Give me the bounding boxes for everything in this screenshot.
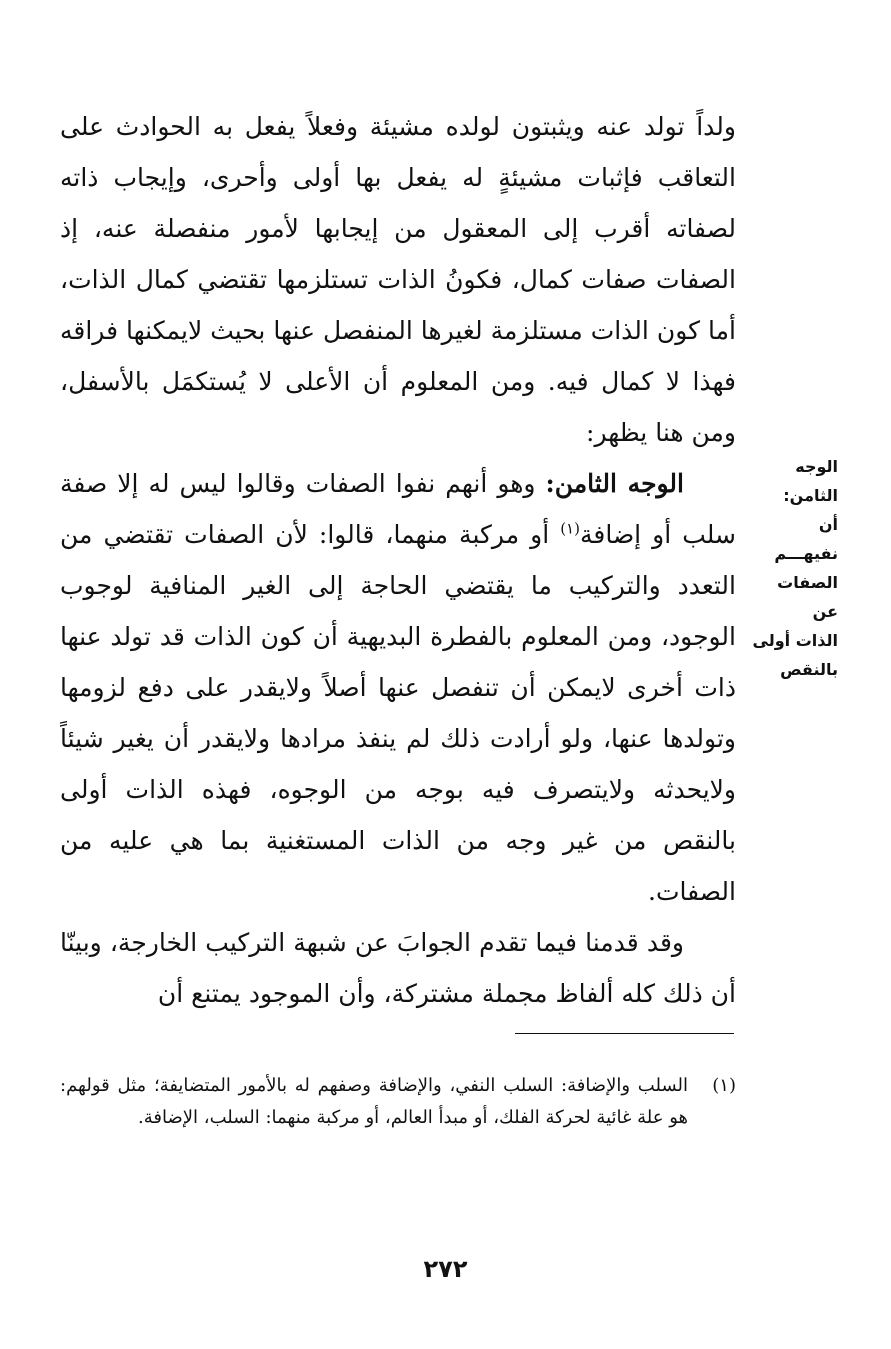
footnote-reference-1[interactable]: (١) bbox=[560, 519, 580, 538]
footnote bbox=[60, 1070, 736, 1134]
footnote-divider bbox=[515, 1033, 734, 1034]
section-heading-eighth-aspect: الوجه الثامن: bbox=[545, 469, 684, 498]
footnote-text: السلب والإضافة: السلب النفي، والإضافة وصفهم له بالأمور المتضايفة؛ مثل قولهم: هو علة غائية لحركة الفلك، أو مبدأ العالم، أو مركبة منهما: السلب، الإضافة. bbox=[60, 1075, 688, 1128]
margin-note-line: بالنقص bbox=[780, 660, 838, 679]
paragraph-2-text-part-1: وهو أنهم نفوا الصفات وقالوا ليس له إلا صفة سلب أو إضافة bbox=[60, 469, 736, 549]
margin-note-line: أن نفيهـــم bbox=[774, 515, 838, 563]
margin-note-line: الوجه الثامن: bbox=[783, 457, 838, 505]
margin-note-line: الذات أولى bbox=[752, 631, 838, 650]
main-paragraph-1: ولداً تولد عنه ويثبتون لولده مشيئة وفعلاً يفعل به الحوادث على التعاقب فإثبات مشيئةٍ له يفعل بها أولى وأحرى، وإيجاب ذاته لصفاته أقرب إلى المعقول من إيجابها لأمور منفصلة عنه، إذ الصفات صفات كمال، فكونُ الذات تستلزمها تقتضي كمال الذات، أما كون الذات مستلزمة لغيرها المنفصل عنها بحيث لايمكنها فراقه فهذا لا كمال فيه. ومن المعلوم أن الأعلى لا يُستكمَل بالأسفل، ومن هنا يظهر: bbox=[60, 112, 736, 447]
margin-note-line: الصفات عن bbox=[777, 573, 838, 621]
margin-note bbox=[752, 452, 838, 684]
paragraph-2-text-part-2: أو مركبة منهما، قالوا: لأن الصفات تقتضي من التعدد والتركيب ما يقتضي الحاجة إلى الغير المنافية لوجوب الوجود، ومن المعلوم بالفطرة البديهية أن كون الذات قد تولد عنها ذات أخرى لايمكن أن تنفصل عنها أصلاً ولايقدر على دفع لزومها وتولدها عنها، ولو أرادت ذلك لم ينفذ مرادها ولايقدر أن يغير شيئاً ولايحدثه ولايتصرف فيه بوجه من الوجوه، فهذه الذات أولى بالنقص من غير وجه من الذات المستغنية بما هي عليه من الصفات. bbox=[60, 520, 736, 906]
main-paragraph-3: وقد قدمنا فيما تقدم الجوابَ عن شبهة التركيب الخارجة، وبينّا أن ذلك كله ألفاظ مجملة مشتركة، وأن الموجود يمتنع أن bbox=[60, 928, 736, 1008]
page-number: ٢٧٢ bbox=[423, 1255, 468, 1283]
footnote-number: (١) bbox=[712, 1075, 736, 1096]
main-paragraph-2 bbox=[60, 458, 736, 917]
